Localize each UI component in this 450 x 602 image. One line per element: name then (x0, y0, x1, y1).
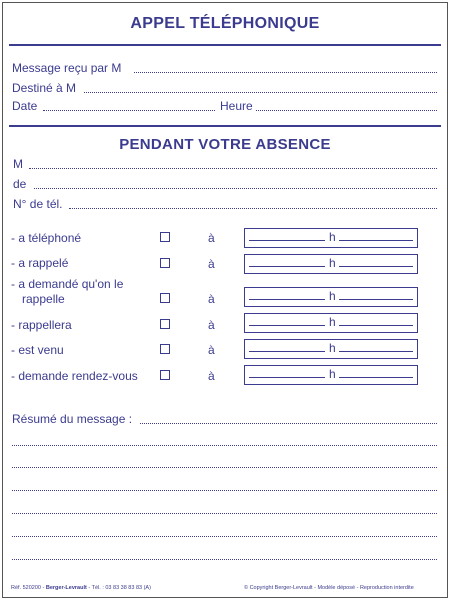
row-rappellera-checkbox[interactable] (160, 319, 170, 329)
title-rule (9, 44, 441, 46)
summary-line-4[interactable] (12, 513, 437, 514)
message-form (2, 2, 448, 598)
a-label: à (208, 343, 215, 357)
summary-line-6[interactable] (12, 559, 437, 560)
row-telephone-checkbox[interactable] (160, 232, 170, 242)
de-label: de (13, 177, 27, 191)
minute-line (339, 299, 413, 300)
minute-line (339, 325, 413, 326)
form-title: APPEL TÉLÉPHONIQUE (130, 15, 320, 32)
row-rappele-label: - a rappelé (11, 256, 69, 270)
hour-line (249, 240, 325, 241)
section-rule (9, 125, 441, 127)
footer-tel: - Tél. : 03 83 38 83 83 (A) (86, 585, 151, 591)
minute-line (339, 377, 413, 378)
row-demande-rappel-time[interactable] (244, 287, 418, 307)
h-label: h (329, 289, 336, 303)
footer-brand: Berger-Levrault (45, 585, 87, 591)
row-est-venu-checkbox[interactable] (160, 344, 170, 354)
row-rendez-vous-checkbox[interactable] (160, 370, 170, 380)
minute-line (339, 240, 413, 241)
destine-a-label: Destiné à M (12, 81, 77, 95)
row-rendez-vous-time[interactable] (244, 365, 418, 385)
hour-line (249, 266, 325, 267)
summary-line-2[interactable] (12, 467, 437, 468)
heure-line[interactable] (256, 110, 437, 111)
row-rappele-time[interactable] (244, 254, 418, 274)
m-label: M (13, 157, 23, 171)
footer-reference (11, 585, 151, 591)
message-recu-par-line[interactable] (134, 72, 437, 73)
absence-title: PENDANT VOTRE ABSENCE (119, 136, 331, 153)
hour-line (249, 325, 325, 326)
a-label: à (208, 257, 215, 271)
m-line[interactable] (29, 168, 437, 169)
date-line[interactable] (43, 110, 215, 111)
footer-copyright: © Copyright Berger-Levrault - Modèle déposé - Reproduction interdite (244, 585, 414, 591)
row-demande-rappel-label-2: rappelle (22, 292, 65, 306)
summary-line-0[interactable] (140, 423, 437, 424)
row-telephone-label: - a téléphoné (11, 231, 82, 245)
date-label: Date (12, 99, 38, 113)
h-label: h (329, 256, 336, 270)
a-label: à (208, 231, 215, 245)
row-est-venu-label: - est venu (11, 343, 64, 357)
summary-line-5[interactable] (12, 536, 437, 537)
a-label: à (208, 369, 215, 383)
row-rappele-checkbox[interactable] (160, 258, 170, 268)
a-label: à (208, 318, 215, 332)
destine-a-line[interactable] (84, 92, 437, 93)
h-label: h (329, 367, 336, 381)
de-line[interactable] (34, 188, 437, 189)
tel-label: N° de tél. (13, 197, 63, 211)
summary-line-1[interactable] (12, 445, 437, 446)
h-label: h (329, 230, 336, 244)
h-label: h (329, 315, 336, 329)
row-demande-rappel-checkbox[interactable] (160, 293, 170, 303)
footer-ref-prefix: Réf. 520200 - (11, 585, 46, 591)
row-demande-rappel-label: - a demandé qu'on le (11, 277, 124, 291)
hour-line (249, 377, 325, 378)
hour-line (249, 351, 325, 352)
h-label: h (329, 341, 336, 355)
heure-label: Heure (220, 99, 253, 113)
row-telephone-time[interactable] (244, 228, 418, 248)
summary-label: Résumé du message : (12, 412, 133, 426)
row-est-venu-time[interactable] (244, 339, 418, 359)
summary-line-3[interactable] (12, 490, 437, 491)
minute-line (339, 266, 413, 267)
message-recu-par-label: Message reçu par M (12, 61, 122, 75)
row-rappellera-time[interactable] (244, 313, 418, 333)
minute-line (339, 351, 413, 352)
row-rappellera-label: - rappellera (11, 318, 72, 332)
a-label: à (208, 292, 215, 306)
hour-line (249, 299, 325, 300)
row-rendez-vous-label: - demande rendez-vous (11, 369, 138, 383)
tel-line[interactable] (69, 208, 437, 209)
